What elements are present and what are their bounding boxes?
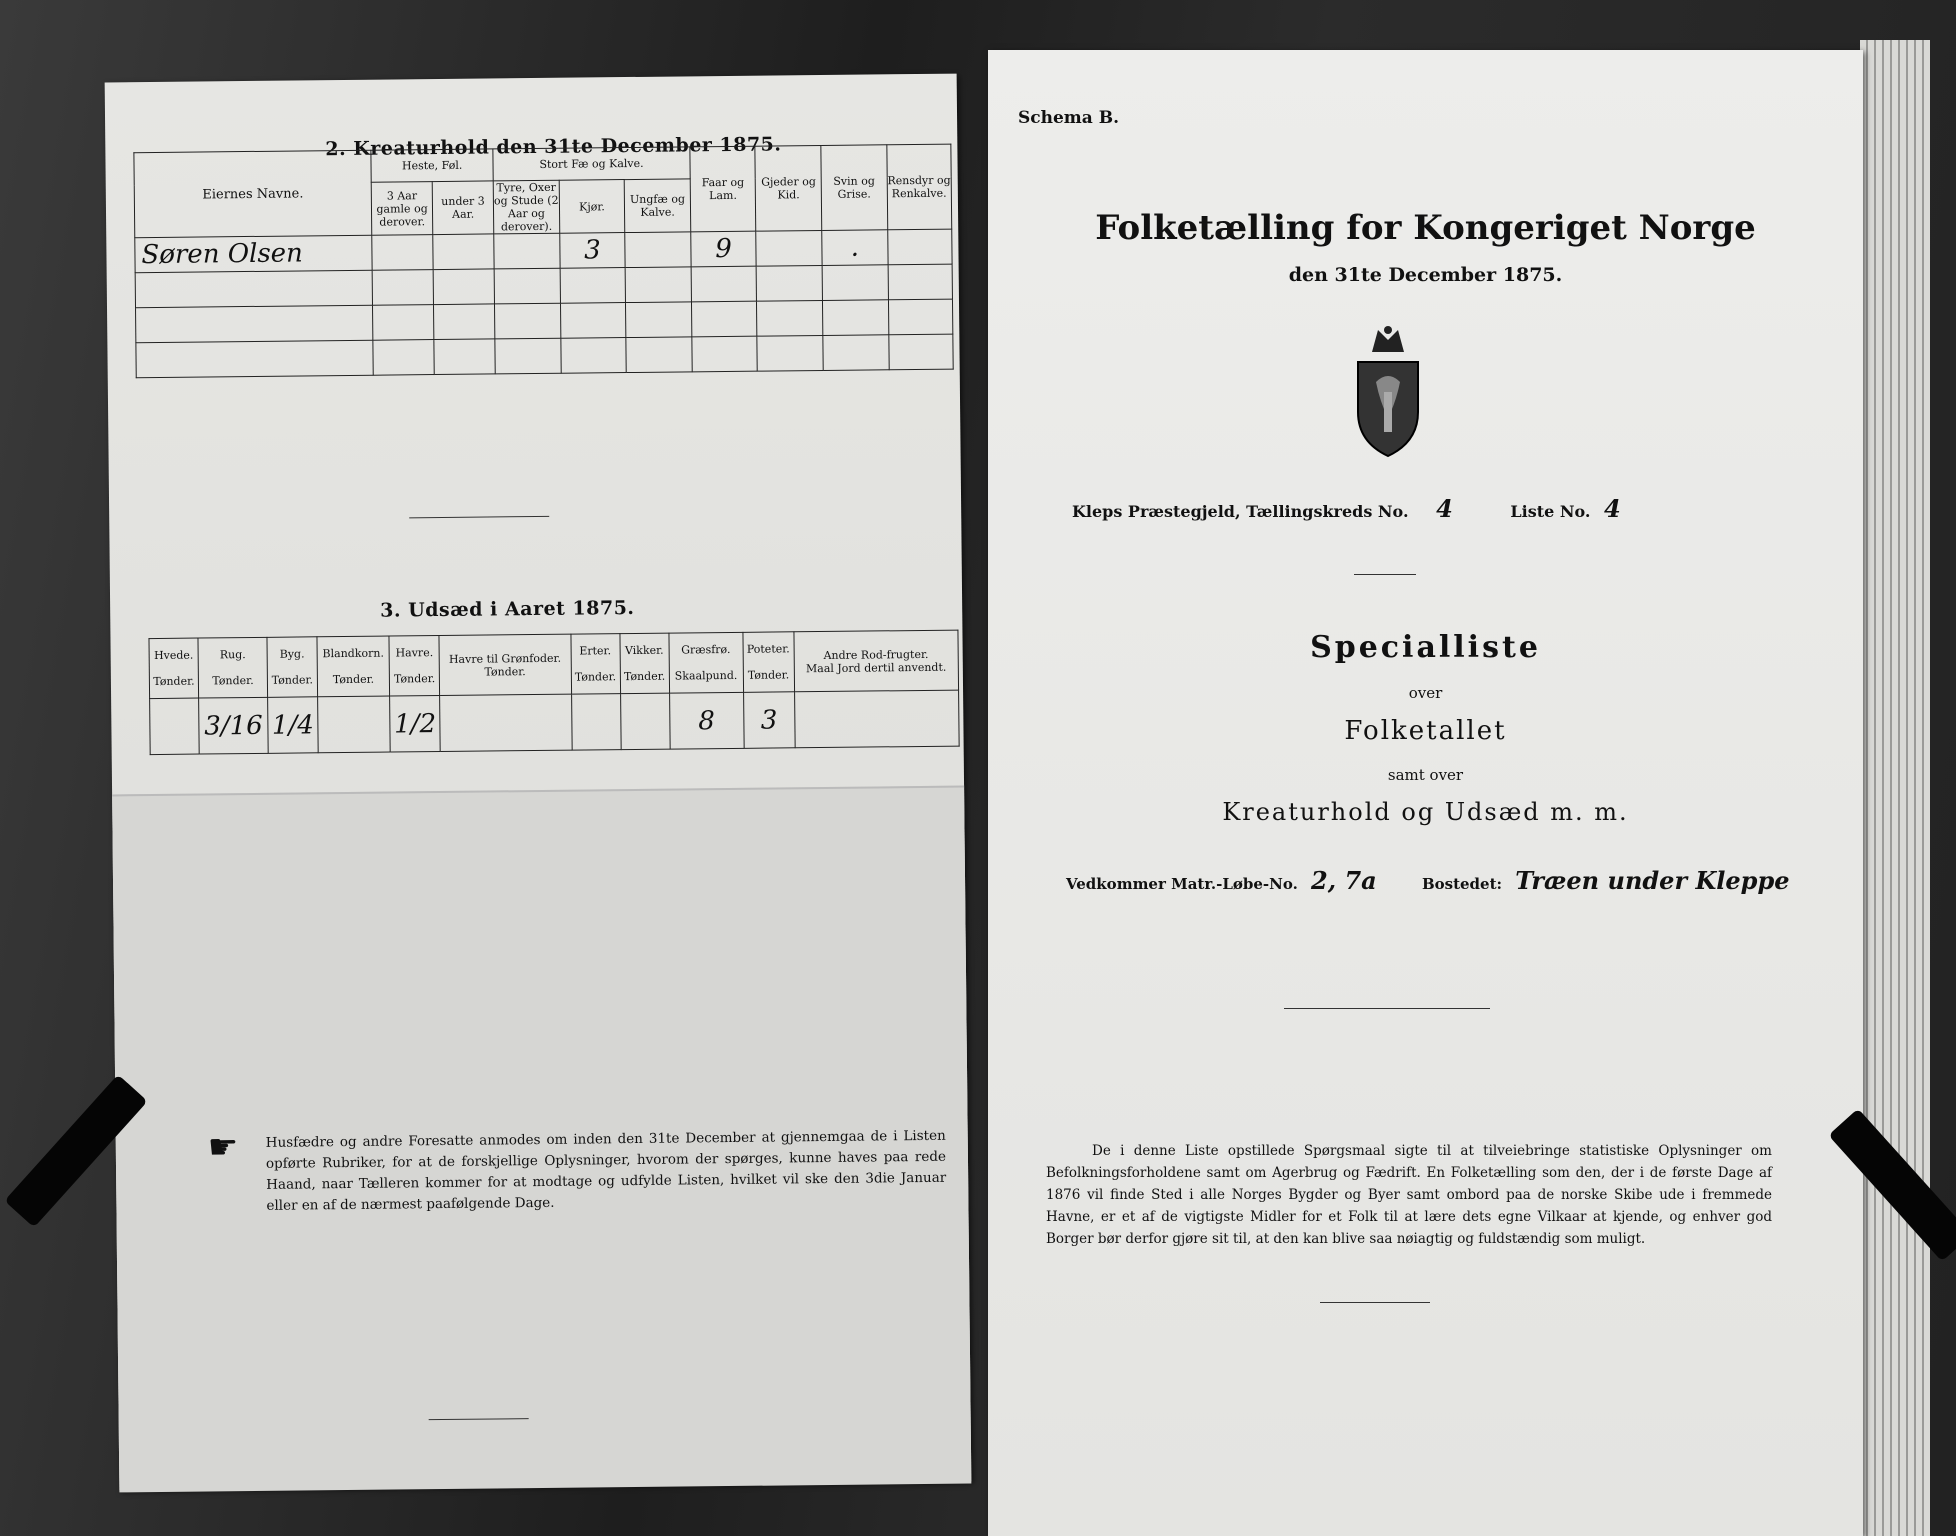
col-heste-b: under 3 Aar. [432,181,494,235]
byg-value: 1/4 [268,697,318,754]
page-edge-stack [1860,40,1930,1536]
col-stort-a: Tyre, Oxer og Stude (2 Aar og derover). [493,180,559,234]
pointing-hand-icon: ☛ [207,1127,239,1168]
col-stort-c: Ungfæ og Kalve. [624,179,690,233]
table-row [136,334,953,378]
title-date: den 31te December 1875. [1288,264,1563,286]
table-row [150,690,960,754]
footer-text: De i denne Liste opstillede Spørgsmaal sigte til at tilveiebringe statistiske Oplysninger om Befolkningsforholdene samt om Agerbrug og Fædrift. En Folketælling som den, der i de første Dage af 1876 vil finde Sted i alle Norges Bygder og Byer samt ombord paa de norske Skibe ude i fremmede Havne, er et af de vigtigste Midler for et Folk til at lære dets egne Vilkaar at kjende, og enhver god Borger bør derfor gjøre sit til, at den kan blive saa nøiagtig og fuldstændig som muligt. [1046,1143,1772,1247]
rug-value: 3/16 [199,697,269,754]
samt-over-text: samt over [1387,766,1464,784]
col-erter: Erter. Tønder. [570,634,620,695]
section2-title: 2. Kreaturhold den 31te December 1875. [325,133,782,161]
col-blandkorn: Blandkorn. Tønder. [317,636,390,697]
coat-of-arms-icon [1348,322,1428,458]
schema-label: Schema B. [1018,108,1120,128]
col-heste-a: 3 Aar gamle og derover. [371,182,433,236]
col-havre-gronfoder: Havre til Grønfoder. Tønder. [439,634,571,695]
col-vikker: Vikker. Tønder. [620,633,670,694]
col-stort: Stort Fæ og Kalve. [493,147,690,181]
kjor-value: 3 [559,233,625,269]
svin-value: . [822,230,888,266]
col-owner: Eiernes Navne. [134,150,372,237]
prestegjeld-label: Kleps Præstegjeld, Tællingskreds No. [1072,502,1409,521]
divider [1320,1302,1430,1303]
col-poteter: Poteter. Tønder. [743,632,795,693]
kreaturhold-heading: Kreaturhold og Udsæd m. m. [1222,798,1629,826]
specialliste-heading: Specialliste [1310,630,1541,665]
section3-title: 3. Udsæd i Aaret 1875. [380,596,635,622]
col-stort-b: Kjør. [559,180,625,234]
col-byg: Byg. Tønder. [267,637,317,698]
matr-label: Vedkommer Matr.-Løbe-No. [1066,875,1298,893]
col-havre: Havre. Tønder. [389,636,439,697]
col-andre-rodfrugter: Andre Rod-frugter. Maal Jord dertil anvendt. [794,630,959,692]
graesfro-value: 8 [669,692,743,749]
bosted-value: Træen under Kleppe [1515,866,1790,895]
main-title: Folketælling for Kongeriget Norge [1095,208,1756,248]
col-graesfro: Græsfrø. Skaalpund. [669,632,743,693]
col-svin: Svin og Grise. [821,145,887,231]
col-faar: Faar og Lam. [690,146,756,232]
matr-no: 2, 7a [1311,866,1377,895]
over-text: over [1408,684,1443,702]
owner-name: Søren Olsen [135,235,372,272]
tellingskreds-no: 4 [1436,494,1453,523]
col-rug: Rug. Tønder. [198,637,268,698]
bosted-label: Bostedet: [1421,875,1503,893]
poteter-value: 3 [743,692,795,749]
col-gjeder: Gjeder og Kid. [755,146,821,232]
livestock-table [133,144,953,379]
col-rensdyr: Rensdyr og Renkalve. [887,144,952,230]
divider [409,516,549,518]
havre-value: 1/2 [390,696,440,753]
divider [1284,1008,1490,1009]
liste-label: Liste No. [1510,502,1591,521]
sowing-table [148,630,959,755]
liste-no: 4 [1604,494,1621,523]
divider [1354,574,1416,575]
notice-text: Husfædre og andre Foresatte anmodes om inden den 31te December at gjennemgaa de i Listen opførte Rubriker, for at de forskjellige Oplysninger, hvorom der spørges, kunne haves paa rede Haand, naar Tælleren kommer for at modtage og udfylde Listen, hvilket vil ske den 3die Januar eller en af de nærmest paafølgende Dage. [265,1127,947,1214]
folketallet-heading: Folketallet [1344,716,1507,746]
col-hvede: Hvede. Tønder. [149,638,199,699]
col-heste: Heste, Føl. [371,149,493,182]
faar-value: 9 [691,231,757,267]
left-page [105,74,972,1491]
